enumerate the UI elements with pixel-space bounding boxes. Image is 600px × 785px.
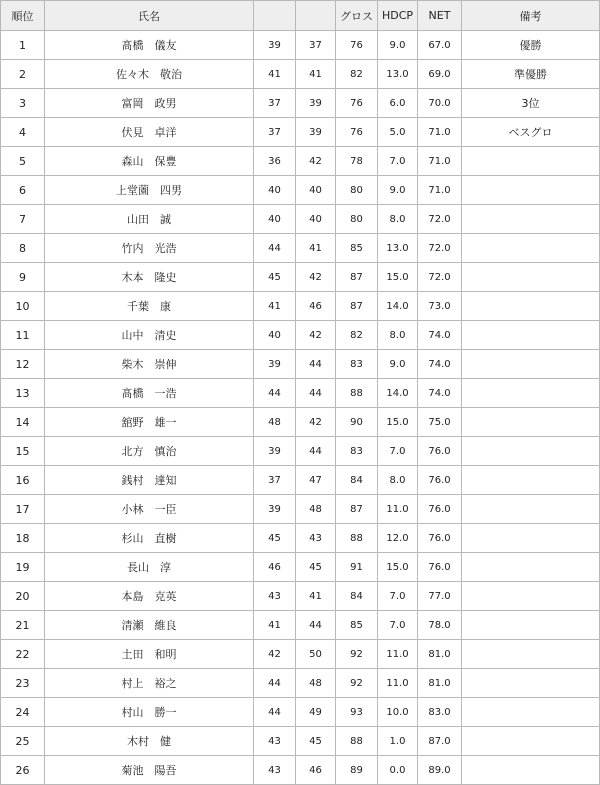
name-cell: 銭村 達知: [45, 466, 254, 495]
hdcp-cell: 5.0: [378, 118, 418, 147]
table-row: [1, 118, 600, 147]
name-cell: 木本 隆史: [45, 263, 254, 292]
rank-cell: 2: [1, 60, 45, 89]
in-cell: 45: [296, 727, 336, 756]
out-cell: 48: [254, 408, 296, 437]
remarks-cell: [462, 727, 600, 756]
out-cell: 45: [254, 524, 296, 553]
rank-cell: 3: [1, 89, 45, 118]
table-row: [1, 582, 600, 611]
table-row: [1, 147, 600, 176]
in-cell: 49: [296, 698, 336, 727]
net-cell: 71.0: [418, 147, 462, 176]
out-cell: 41: [254, 292, 296, 321]
out-cell: 42: [254, 640, 296, 669]
rank-cell: 15: [1, 437, 45, 466]
rank-cell: 5: [1, 147, 45, 176]
gross-cell: 90: [336, 408, 378, 437]
in-cell: 40: [296, 176, 336, 205]
header-remarks: 備考: [462, 1, 600, 31]
hdcp-cell: 9.0: [378, 176, 418, 205]
header-in: [296, 1, 336, 31]
remarks-cell: 3位: [462, 89, 600, 118]
in-cell: 45: [296, 553, 336, 582]
table-row: [1, 669, 600, 698]
gross-cell: 87: [336, 292, 378, 321]
remarks-cell: [462, 176, 600, 205]
table-row: [1, 408, 600, 437]
rank-cell: 26: [1, 756, 45, 785]
out-cell: 44: [254, 669, 296, 698]
rank-cell: 24: [1, 698, 45, 727]
table-row: [1, 553, 600, 582]
rank-cell: 13: [1, 379, 45, 408]
in-cell: 39: [296, 89, 336, 118]
net-cell: 78.0: [418, 611, 462, 640]
net-cell: 76.0: [418, 495, 462, 524]
gross-cell: 85: [336, 611, 378, 640]
header-out: [254, 1, 296, 31]
hdcp-cell: 8.0: [378, 466, 418, 495]
in-cell: 40: [296, 205, 336, 234]
remarks-cell: [462, 698, 600, 727]
table-row: [1, 698, 600, 727]
hdcp-cell: 9.0: [378, 350, 418, 379]
hdcp-cell: 7.0: [378, 147, 418, 176]
in-cell: 44: [296, 350, 336, 379]
name-cell: 千葉 康: [45, 292, 254, 321]
net-cell: 72.0: [418, 263, 462, 292]
results-body: [1, 31, 600, 785]
out-cell: 37: [254, 118, 296, 147]
table-row: [1, 234, 600, 263]
net-cell: 72.0: [418, 205, 462, 234]
hdcp-cell: 6.0: [378, 89, 418, 118]
net-cell: 71.0: [418, 176, 462, 205]
net-cell: 70.0: [418, 89, 462, 118]
net-cell: 76.0: [418, 437, 462, 466]
name-cell: 富岡 政男: [45, 89, 254, 118]
remarks-cell: 準優勝: [462, 60, 600, 89]
name-cell: 長山 淳: [45, 553, 254, 582]
name-cell: 北方 慎治: [45, 437, 254, 466]
name-cell: 清瀬 維良: [45, 611, 254, 640]
out-cell: 37: [254, 466, 296, 495]
out-cell: 40: [254, 321, 296, 350]
rank-cell: 9: [1, 263, 45, 292]
remarks-cell: [462, 205, 600, 234]
table-row: [1, 89, 600, 118]
hdcp-cell: 15.0: [378, 408, 418, 437]
remarks-cell: 優勝: [462, 31, 600, 60]
rank-cell: 21: [1, 611, 45, 640]
out-cell: 46: [254, 553, 296, 582]
rank-cell: 10: [1, 292, 45, 321]
hdcp-cell: 9.0: [378, 31, 418, 60]
in-cell: 46: [296, 292, 336, 321]
in-cell: 44: [296, 379, 336, 408]
net-cell: 89.0: [418, 756, 462, 785]
remarks-cell: ベスグロ: [462, 118, 600, 147]
out-cell: 43: [254, 582, 296, 611]
hdcp-cell: 11.0: [378, 640, 418, 669]
in-cell: 41: [296, 234, 336, 263]
remarks-cell: [462, 234, 600, 263]
remarks-cell: [462, 611, 600, 640]
net-cell: 67.0: [418, 31, 462, 60]
in-cell: 41: [296, 60, 336, 89]
rank-cell: 25: [1, 727, 45, 756]
gross-cell: 83: [336, 437, 378, 466]
gross-cell: 82: [336, 60, 378, 89]
rank-cell: 23: [1, 669, 45, 698]
header-name: 氏名: [45, 1, 254, 31]
net-cell: 75.0: [418, 408, 462, 437]
hdcp-cell: 8.0: [378, 321, 418, 350]
name-cell: 竹内 光浩: [45, 234, 254, 263]
hdcp-cell: 11.0: [378, 495, 418, 524]
table-row: [1, 437, 600, 466]
hdcp-cell: 14.0: [378, 292, 418, 321]
hdcp-cell: 10.0: [378, 698, 418, 727]
table-row: [1, 379, 600, 408]
hdcp-cell: 11.0: [378, 669, 418, 698]
out-cell: 40: [254, 205, 296, 234]
remarks-cell: [462, 408, 600, 437]
rank-cell: 20: [1, 582, 45, 611]
out-cell: 45: [254, 263, 296, 292]
rank-cell: 1: [1, 31, 45, 60]
gross-cell: 87: [336, 263, 378, 292]
rank-cell: 18: [1, 524, 45, 553]
net-cell: 87.0: [418, 727, 462, 756]
out-cell: 44: [254, 698, 296, 727]
in-cell: 41: [296, 582, 336, 611]
net-cell: 71.0: [418, 118, 462, 147]
remarks-cell: [462, 263, 600, 292]
in-cell: 46: [296, 756, 336, 785]
gross-cell: 76: [336, 118, 378, 147]
header-hdcp: HDCP: [378, 1, 418, 31]
gross-cell: 88: [336, 727, 378, 756]
hdcp-cell: 0.0: [378, 756, 418, 785]
net-cell: 81.0: [418, 669, 462, 698]
name-cell: 山田 誠: [45, 205, 254, 234]
gross-cell: 89: [336, 756, 378, 785]
hdcp-cell: 13.0: [378, 234, 418, 263]
rank-cell: 8: [1, 234, 45, 263]
table-row: [1, 640, 600, 669]
hdcp-cell: 8.0: [378, 205, 418, 234]
table-row: [1, 176, 600, 205]
gross-cell: 82: [336, 321, 378, 350]
in-cell: 42: [296, 408, 336, 437]
hdcp-cell: 15.0: [378, 553, 418, 582]
in-cell: 44: [296, 611, 336, 640]
out-cell: 40: [254, 176, 296, 205]
out-cell: 41: [254, 60, 296, 89]
gross-cell: 76: [336, 89, 378, 118]
net-cell: 72.0: [418, 234, 462, 263]
name-cell: 山中 清史: [45, 321, 254, 350]
out-cell: 39: [254, 495, 296, 524]
name-cell: 髙橋 儀友: [45, 31, 254, 60]
table-row: [1, 350, 600, 379]
in-cell: 37: [296, 31, 336, 60]
in-cell: 48: [296, 669, 336, 698]
name-cell: 村上 裕之: [45, 669, 254, 698]
remarks-cell: [462, 321, 600, 350]
table-row: [1, 466, 600, 495]
table-row: [1, 31, 600, 60]
hdcp-cell: 15.0: [378, 263, 418, 292]
name-cell: 柴木 崇伸: [45, 350, 254, 379]
remarks-cell: [462, 524, 600, 553]
in-cell: 42: [296, 147, 336, 176]
table-row: [1, 727, 600, 756]
remarks-cell: [462, 379, 600, 408]
net-cell: 74.0: [418, 379, 462, 408]
header-net: NET: [418, 1, 462, 31]
table-row: [1, 524, 600, 553]
in-cell: 50: [296, 640, 336, 669]
gross-cell: 91: [336, 553, 378, 582]
gross-cell: 80: [336, 176, 378, 205]
name-cell: 森山 保豊: [45, 147, 254, 176]
out-cell: 44: [254, 379, 296, 408]
in-cell: 48: [296, 495, 336, 524]
gross-cell: 78: [336, 147, 378, 176]
in-cell: 47: [296, 466, 336, 495]
remarks-cell: [462, 640, 600, 669]
in-cell: 42: [296, 321, 336, 350]
table-row: [1, 60, 600, 89]
gross-cell: 84: [336, 582, 378, 611]
hdcp-cell: 7.0: [378, 611, 418, 640]
table-row: [1, 756, 600, 785]
header-row: [1, 1, 600, 31]
rank-cell: 17: [1, 495, 45, 524]
remarks-cell: [462, 495, 600, 524]
hdcp-cell: 7.0: [378, 437, 418, 466]
hdcp-cell: 1.0: [378, 727, 418, 756]
table-row: [1, 263, 600, 292]
rank-cell: 22: [1, 640, 45, 669]
net-cell: 76.0: [418, 524, 462, 553]
out-cell: 44: [254, 234, 296, 263]
header-gross: グロス: [336, 1, 378, 31]
name-cell: 上堂薗 四男: [45, 176, 254, 205]
name-cell: 本島 克英: [45, 582, 254, 611]
name-cell: 村山 勝一: [45, 698, 254, 727]
name-cell: 土田 和明: [45, 640, 254, 669]
net-cell: 76.0: [418, 553, 462, 582]
in-cell: 43: [296, 524, 336, 553]
table-row: [1, 205, 600, 234]
header-rank: 順位: [1, 1, 45, 31]
rank-cell: 4: [1, 118, 45, 147]
gross-cell: 83: [336, 350, 378, 379]
gross-cell: 84: [336, 466, 378, 495]
rank-cell: 12: [1, 350, 45, 379]
in-cell: 44: [296, 437, 336, 466]
name-cell: 菊池 陽吾: [45, 756, 254, 785]
name-cell: 佐々木 敬治: [45, 60, 254, 89]
net-cell: 77.0: [418, 582, 462, 611]
remarks-cell: [462, 756, 600, 785]
name-cell: 杉山 直樹: [45, 524, 254, 553]
table-row: [1, 611, 600, 640]
name-cell: 小林 一臣: [45, 495, 254, 524]
hdcp-cell: 7.0: [378, 582, 418, 611]
gross-cell: 88: [336, 379, 378, 408]
net-cell: 83.0: [418, 698, 462, 727]
out-cell: 41: [254, 611, 296, 640]
rank-cell: 7: [1, 205, 45, 234]
table-row: [1, 321, 600, 350]
rank-cell: 19: [1, 553, 45, 582]
net-cell: 73.0: [418, 292, 462, 321]
out-cell: 37: [254, 89, 296, 118]
name-cell: 木村 健: [45, 727, 254, 756]
in-cell: 39: [296, 118, 336, 147]
remarks-cell: [462, 350, 600, 379]
net-cell: 76.0: [418, 466, 462, 495]
out-cell: 43: [254, 756, 296, 785]
gross-cell: 87: [336, 495, 378, 524]
rank-cell: 11: [1, 321, 45, 350]
gross-cell: 88: [336, 524, 378, 553]
out-cell: 39: [254, 31, 296, 60]
name-cell: 伏見 卓洋: [45, 118, 254, 147]
gross-cell: 92: [336, 640, 378, 669]
net-cell: 81.0: [418, 640, 462, 669]
in-cell: 42: [296, 263, 336, 292]
hdcp-cell: 13.0: [378, 60, 418, 89]
out-cell: 36: [254, 147, 296, 176]
remarks-cell: [462, 582, 600, 611]
name-cell: 舘野 雄一: [45, 408, 254, 437]
hdcp-cell: 12.0: [378, 524, 418, 553]
remarks-cell: [462, 553, 600, 582]
out-cell: 39: [254, 350, 296, 379]
gross-cell: 85: [336, 234, 378, 263]
rank-cell: 16: [1, 466, 45, 495]
table-row: [1, 495, 600, 524]
out-cell: 43: [254, 727, 296, 756]
gross-cell: 92: [336, 669, 378, 698]
gross-cell: 76: [336, 31, 378, 60]
name-cell: 髙橋 一浩: [45, 379, 254, 408]
rank-cell: 6: [1, 176, 45, 205]
gross-cell: 93: [336, 698, 378, 727]
out-cell: 39: [254, 437, 296, 466]
remarks-cell: [462, 437, 600, 466]
gross-cell: 80: [336, 205, 378, 234]
remarks-cell: [462, 466, 600, 495]
remarks-cell: [462, 147, 600, 176]
table-row: [1, 292, 600, 321]
net-cell: 74.0: [418, 321, 462, 350]
remarks-cell: [462, 292, 600, 321]
rank-cell: 14: [1, 408, 45, 437]
net-cell: 69.0: [418, 60, 462, 89]
remarks-cell: [462, 669, 600, 698]
net-cell: 74.0: [418, 350, 462, 379]
hdcp-cell: 14.0: [378, 379, 418, 408]
